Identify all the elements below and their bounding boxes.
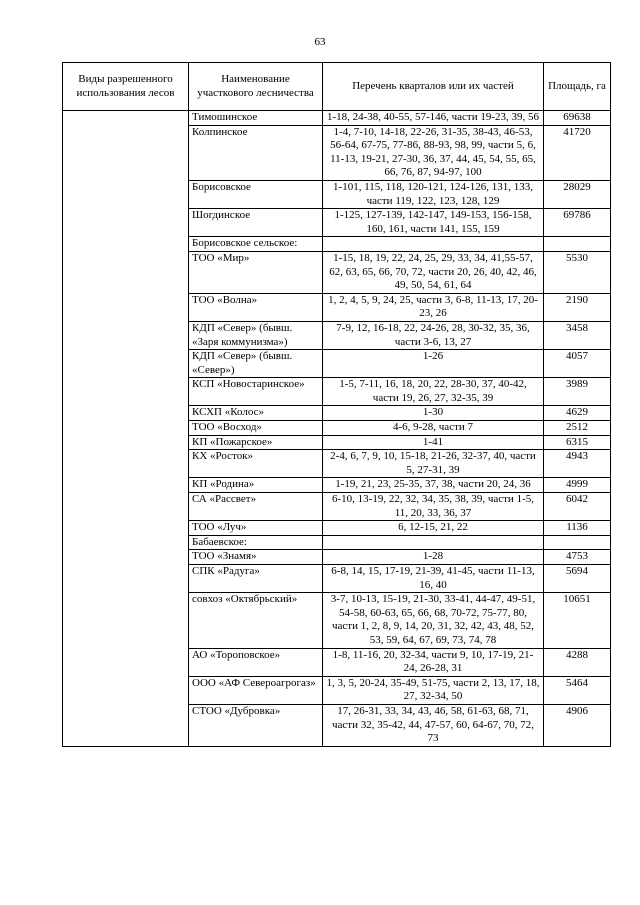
area-cell bbox=[544, 237, 611, 252]
area-cell: 3458 bbox=[544, 321, 611, 349]
table-header-row bbox=[63, 63, 611, 111]
header-quarters-list: Перечень кварталов или их частей bbox=[323, 63, 544, 111]
quarters-cell: 1-18, 24-38, 40-55, 57-146, части 19-23, 39, 56 bbox=[323, 111, 544, 126]
table-body bbox=[63, 111, 611, 747]
area-cell: 5694 bbox=[544, 565, 611, 593]
area-cell: 5464 bbox=[544, 676, 611, 704]
quarters-cell: 1-41 bbox=[323, 435, 544, 450]
quarters-cell: 1-30 bbox=[323, 406, 544, 421]
district-name-cell: КДП «Север» (бывш. «Заря коммунизма») bbox=[189, 321, 323, 349]
quarters-cell: 17, 26-31, 33, 34, 43, 46, 58, 61-63, 68, 71, части 32, 35-42, 44, 47-57, 60, 64-67, 70, 72, 73 bbox=[323, 704, 544, 746]
quarters-cell: 1-101, 115, 118, 120-121, 124-126, 131, 133, части 119, 122, 123, 128, 129 bbox=[323, 180, 544, 208]
use-type-cell bbox=[63, 111, 189, 747]
quarters-cell: 6, 12-15, 21, 22 bbox=[323, 521, 544, 536]
forest-use-table bbox=[62, 62, 611, 747]
quarters-cell: 1-15, 18, 19, 22, 24, 25, 29, 33, 34, 41,55-57, 62, 63, 65, 66, 70, 72, части 20, 26, 40, 42, 46, 49, 50, 54, 61, 64 bbox=[323, 251, 544, 293]
district-name-cell: ООО «АФ Североагрогаз» bbox=[189, 676, 323, 704]
district-name-cell: КСП «Новостаринское» bbox=[189, 378, 323, 406]
district-name-cell: Шогдинское bbox=[189, 209, 323, 237]
area-cell: 4943 bbox=[544, 450, 611, 478]
quarters-cell: 1-8, 11-16, 20, 32-34, части 9, 10, 17-19, 21-24, 26-28, 31 bbox=[323, 648, 544, 676]
quarters-cell: 2-4, 6, 7, 9, 10, 15-18, 21-26, 32-37, 40, части 5, 27-31, 39 bbox=[323, 450, 544, 478]
district-name-cell: КСХП «Колос» bbox=[189, 406, 323, 421]
area-cell: 4629 bbox=[544, 406, 611, 421]
area-cell: 69786 bbox=[544, 209, 611, 237]
district-name-cell: СПК «Радуга» bbox=[189, 565, 323, 593]
area-cell: 10651 bbox=[544, 593, 611, 648]
quarters-cell: 1-125, 127-139, 142-147, 149-153, 156-158, 160, 161, части 141, 155, 159 bbox=[323, 209, 544, 237]
area-cell: 6042 bbox=[544, 493, 611, 521]
district-name-cell: ТОО «Волна» bbox=[189, 293, 323, 321]
quarters-cell bbox=[323, 535, 544, 550]
quarters-cell: 6-8, 14, 15, 17-19, 21-39, 41-45, части 11-13, 16, 40 bbox=[323, 565, 544, 593]
quarters-cell: 1-4, 7-10, 14-18, 22-26, 31-35, 38-43, 46-53, 56-64, 67-75, 77-86, 88-93, 98, 99, части 5, 6, 11-13, 19-21, 27-30, 36, 37, 44, 45, 54, 55, 65, 66, 76, 87, 94-97, 100 bbox=[323, 125, 544, 180]
district-name-cell: ТОО «Луч» bbox=[189, 521, 323, 536]
area-cell: 4999 bbox=[544, 478, 611, 493]
district-name-cell: совхоз «Октябрьский» bbox=[189, 593, 323, 648]
header-district-name: Наименование участкового лесничества bbox=[189, 63, 323, 111]
header-use-type: Виды разрешенного использования лесов bbox=[63, 63, 189, 111]
area-cell: 4753 bbox=[544, 550, 611, 565]
area-cell: 28029 bbox=[544, 180, 611, 208]
quarters-cell: 3-7, 10-13, 15-19, 21-30, 33-41, 44-47, 49-51, 54-58, 60-63, 65, 66, 68, 70-72, 75-77, 80, части 1, 2, 8, 9, 14, 20, 31, 32, 42, 43, 48, 52, 53, 59, 64, 67, 69, 73, 74, 78 bbox=[323, 593, 544, 648]
quarters-cell: 7-9, 12, 16-18, 22, 24-26, 28, 30-32, 35, 36, части 3-6, 13, 27 bbox=[323, 321, 544, 349]
district-name-cell: КП «Пожарское» bbox=[189, 435, 323, 450]
quarters-cell: 1, 3, 5, 20-24, 35-49, 51-75, части 2, 13, 17, 18, 27, 32-34, 50 bbox=[323, 676, 544, 704]
quarters-cell: 6-10, 13-19, 22, 32, 34, 35, 38, 39, части 1-5, 11, 20, 33, 36, 37 bbox=[323, 493, 544, 521]
area-cell: 4906 bbox=[544, 704, 611, 746]
area-cell: 41720 bbox=[544, 125, 611, 180]
quarters-cell: 1-28 bbox=[323, 550, 544, 565]
district-name-cell: КХ «Росток» bbox=[189, 450, 323, 478]
table-row bbox=[63, 111, 611, 126]
area-cell: 2512 bbox=[544, 421, 611, 436]
district-name-cell: СА «Рассвет» bbox=[189, 493, 323, 521]
district-name-cell: Борисовское bbox=[189, 180, 323, 208]
area-cell: 3989 bbox=[544, 378, 611, 406]
quarters-cell: 4-6, 9-28, части 7 bbox=[323, 421, 544, 436]
district-name-cell: КДП «Север» (бывш. «Север») bbox=[189, 350, 323, 378]
district-name-cell: ТОО «Знамя» bbox=[189, 550, 323, 565]
district-name-cell: СТОО «Дубровка» bbox=[189, 704, 323, 746]
page-number: 63 bbox=[314, 36, 326, 48]
district-name-cell: Бабаевское: bbox=[189, 535, 323, 550]
district-name-cell: Борисовское сельское: bbox=[189, 237, 323, 252]
quarters-cell: 1-19, 21, 23, 25-35, 37, 38, части 20, 24, 36 bbox=[323, 478, 544, 493]
quarters-cell: 1-5, 7-11, 16, 18, 20, 22, 28-30, 37, 40-42, части 19, 26, 27, 32-35, 39 bbox=[323, 378, 544, 406]
district-name-cell: ТОО «Мир» bbox=[189, 251, 323, 293]
district-name-cell: Тимошинское bbox=[189, 111, 323, 126]
area-cell: 5530 bbox=[544, 251, 611, 293]
area-cell: 1136 bbox=[544, 521, 611, 536]
area-cell: 69638 bbox=[544, 111, 611, 126]
quarters-cell bbox=[323, 237, 544, 252]
district-name-cell: ТОО «Восход» bbox=[189, 421, 323, 436]
quarters-cell: 1-26 bbox=[323, 350, 544, 378]
quarters-cell: 1, 2, 4, 5, 9, 24, 25, части 3, 6-8, 11-13, 17, 20-23, 26 bbox=[323, 293, 544, 321]
area-cell bbox=[544, 535, 611, 550]
district-name-cell: АО «Тороповское» bbox=[189, 648, 323, 676]
area-cell: 6315 bbox=[544, 435, 611, 450]
area-cell: 4057 bbox=[544, 350, 611, 378]
district-name-cell: КП «Родина» bbox=[189, 478, 323, 493]
header-area: Площадь, га bbox=[544, 63, 611, 111]
area-cell: 2190 bbox=[544, 293, 611, 321]
area-cell: 4288 bbox=[544, 648, 611, 676]
district-name-cell: Колпинское bbox=[189, 125, 323, 180]
